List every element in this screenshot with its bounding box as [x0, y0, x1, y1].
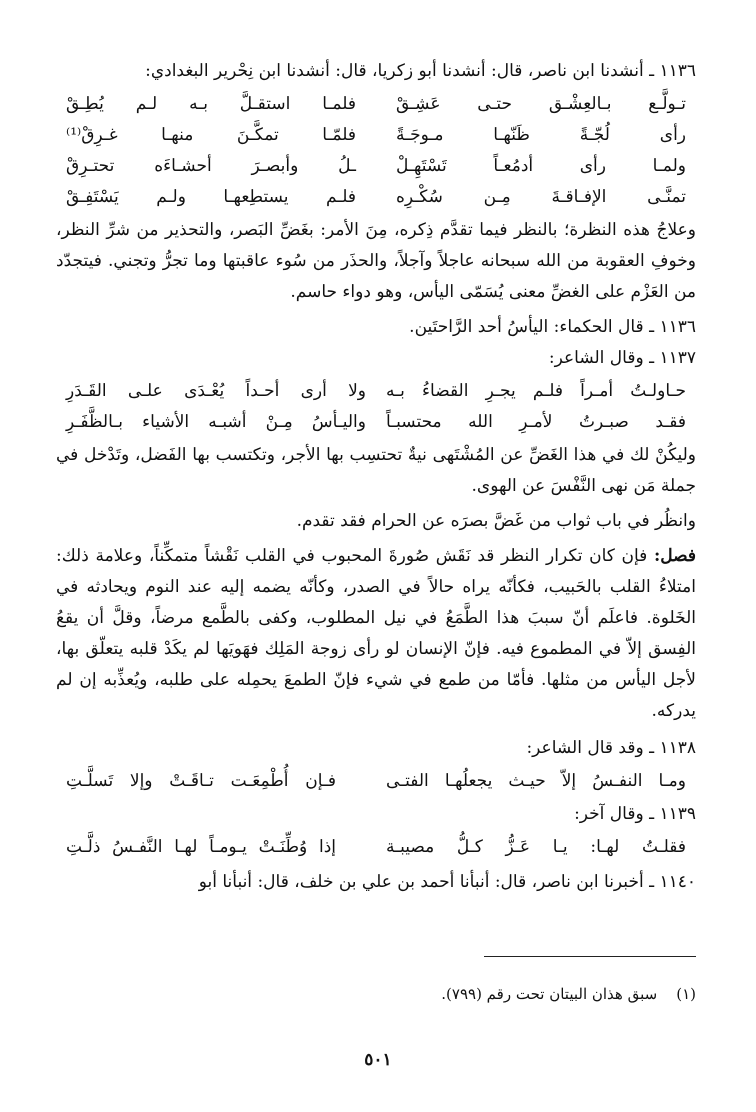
- verse-second-hemistich: فلمـا استقـلَّ بـه لـم يُطِـقْ: [66, 94, 356, 114]
- paragraph-remedy: وعلاجُ هذه النظرة؛ بالنظر فيما تقدَّم ذِكره، مِنَ الأمر: بغَضِّ البَصر، والتحذير من شرِّ النظر، وخوفِ العقوبة من الله سبحانه عاجلاً وآجلاً، والحذَر من سُوء عاقبتها وما تجرُّ وتجني. فيتجدّد من العَزْم على الغضِّ معنى يُسَمّى اليأس، وهو دواء حاسم.: [56, 220, 696, 302]
- verse-second-hemistich: فلمّـا تمكَّـنَ منهـا غـرِقْ⁽¹⁾: [66, 125, 356, 145]
- verse: [66, 376, 686, 407]
- poem-2: [66, 376, 686, 438]
- verse-first-hemistich: تـولَّـع بـالعِشْـق حتـى عَشِـقْ: [396, 94, 686, 114]
- paragraph-fasl: [56, 541, 696, 727]
- verse-first-hemistich: فقلـتُ لهـا: يـا عَـزُّ كـلُّ مصيبـة: [386, 837, 686, 857]
- verse-second-hemistich: فلـم يستطِعهـا ولـم يَسْتَفِـقْ: [66, 187, 356, 207]
- verse-second-hemistich: ـلُ وأبصـرَ أحشـاءَه تحتـرِقْ: [66, 156, 356, 176]
- verse-first-hemistich: رأى لُجّـةً ظَنّهـا مـوجَـةً: [396, 125, 686, 145]
- fasl-body: فإن كان تكرار النظر قد نَقَش صُورةَ المحبوب في القلب نَقْشاً متمكِّناً، وعلامة ذلك: امتلاءُ القلب بالحَبيب، فكأنّه يراه حالاً في الصدر، وكأنّه يضمه إليه عند النوم ويحادثه في الخَلوة. فاعلَم أنّ سببَ هذا الطَّمَعُ في نيل المطلوب، وكفى بالطَّمع مرضاً، وقلَّ أن يقعُ الفِسق إلاّ في المطموع فيه. فإنّ الإنسان لو رأى زوجة المَلِك فهَويَها لم يكَدْ قلبه يتعلّق بها، لأجل اليأس من مثلها. فأمّا من طمع في شيء فإنّ الطمعَ يحمِله على طلبه، ويُعذِّبه إن لم يدركه.: [56, 546, 696, 721]
- paragraph-see-chapter: وانظُر في باب ثواب من غَضَّ بصرَه عن الحرام فقد تقدم.: [296, 511, 696, 531]
- verse-second-hemistich: فـإن أُطْمِعَـت تـاقَـتْ وإلا تَسلَّـتِ: [66, 771, 336, 791]
- verse-second-hemistich: إذا وُطِّنَـتْ يـومـاً لهـا النَّفـسُ ذلَّـتِ: [66, 837, 336, 857]
- paragraph-intention: وليكُنْ لك في هذا الغَضِّ عن المُشْتَهى نيةٌ تحتسِب بها الأجر، وتكتسب بها الفَضل، وتَدْخل في جملة مَن نهى النَّفْسَ عن الهوى.: [56, 445, 696, 496]
- footnote: [56, 982, 696, 1006]
- paragraph-1135: ١١٣٦ ـ أنشدنا ابن ناصر، قال: أنشدنا أبو زكريا، قال: أنشدنا ابن نِحْرير البغدادي:: [145, 61, 696, 81]
- paragraph-1138: ١١٣٨ ـ وقد قال الشاعر:: [526, 738, 696, 758]
- verse-second-hemistich: واليـأسُ مِـنْ أشبـه الأشياء بـالظَّفَـرِ: [66, 412, 366, 432]
- paragraph-1140: ١١٤٠ ـ أخبرنا ابن ناصر، قال: أنبأنا أحمد بن علي بن خلف، قال: أنبأنا أبو: [198, 872, 696, 892]
- verse: [66, 766, 686, 797]
- verse-first-hemistich: حـاولـتُ أمـراً فلـم يجـرِ القضاءُ بـه: [386, 381, 686, 401]
- paragraph-1137: ١١٣٧ ـ وقال الشاعر:: [548, 348, 696, 368]
- verse: [66, 407, 686, 438]
- poem-4: [66, 832, 686, 863]
- verse: [66, 182, 686, 213]
- verse-first-hemistich: ومـا النفـسُ إلاّ حيـث يجعلُهـا الفتـى: [386, 771, 686, 791]
- footnote-number: (١): [676, 985, 696, 1003]
- paragraph-1139: ١١٣٩ ـ وقال آخر:: [574, 804, 696, 824]
- page-body: [56, 56, 696, 898]
- verse-first-hemistich: تمنَّـى الإفـاقـةَ مِـن سُكْـرِه: [396, 187, 686, 207]
- verse: [66, 151, 686, 182]
- fasl-label: فصل:: [653, 546, 696, 566]
- verse: [66, 120, 686, 151]
- verse-first-hemistich: ولمـا رأى أدمُعـاً تَسْتَهِـلْ: [396, 156, 686, 176]
- paragraph-1136: ١١٣٦ ـ قال الحكماء: اليأسُ أحد الرَّاحتَين.: [409, 317, 696, 337]
- poem-1: [66, 89, 686, 213]
- footnote-text: سبق هذان البيتان تحت رقم (٧٩٩).: [441, 985, 658, 1003]
- footnote-divider: [484, 956, 696, 957]
- verse: [66, 89, 686, 120]
- verse: [66, 832, 686, 863]
- verse-second-hemistich: ولا أرى أحـداً يُعْـدَى علـى القَـدَرِ: [66, 381, 366, 401]
- page-number: ٥٠١: [364, 1050, 392, 1070]
- poem-3: [66, 766, 686, 797]
- verse-first-hemistich: فقـد صبـرتُ لأمـرِ الله محتسبـاً: [386, 412, 686, 432]
